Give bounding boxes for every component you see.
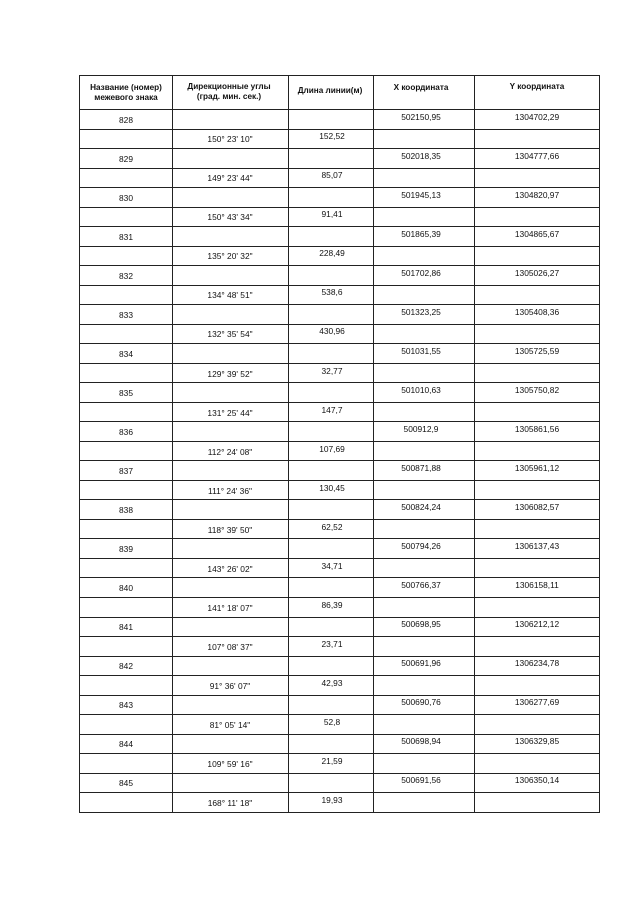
line-length: 538,6 bbox=[321, 287, 343, 298]
y-coordinate: 1305408,36 bbox=[514, 306, 560, 317]
directional-angle: 143° 26' 02" bbox=[207, 563, 253, 574]
y-coordinate: 1306158,11 bbox=[515, 580, 559, 591]
directional-angle: 135° 20' 32" bbox=[207, 251, 253, 262]
directional-angle: 132° 35' 54" bbox=[207, 329, 253, 340]
header-x: X координата bbox=[393, 83, 449, 92]
row-divider bbox=[79, 265, 600, 266]
row-divider bbox=[79, 480, 600, 481]
point-name: 834 bbox=[119, 349, 133, 359]
row-divider bbox=[79, 363, 600, 364]
row-divider bbox=[79, 773, 600, 774]
point-name: 837 bbox=[119, 466, 133, 477]
line-length: 42,93 bbox=[321, 677, 343, 688]
y-coordinate: 1304702,29 bbox=[514, 111, 560, 122]
header-divider bbox=[79, 109, 600, 110]
point-name: 839 bbox=[119, 544, 133, 555]
y-coordinate: 1306212,12 bbox=[514, 619, 560, 630]
y-coordinate: 1305725,59 bbox=[514, 346, 560, 356]
point-name: 832 bbox=[119, 270, 133, 281]
point-name: 829 bbox=[119, 153, 133, 164]
row-divider bbox=[79, 343, 600, 344]
directional-angle: 118° 39' 50" bbox=[207, 524, 253, 535]
point-name: 840 bbox=[119, 583, 133, 594]
x-coordinate: 500698,94 bbox=[401, 736, 441, 747]
column-border bbox=[373, 75, 374, 812]
column-border bbox=[474, 75, 475, 812]
line-length: 21,59 bbox=[321, 755, 343, 766]
directional-angle: 129° 39' 52" bbox=[207, 368, 253, 379]
row-divider bbox=[79, 558, 600, 559]
y-coordinate: 1305026,27 bbox=[514, 267, 560, 278]
column-border bbox=[172, 75, 173, 812]
row-divider bbox=[79, 734, 600, 735]
directional-angle: 141° 18' 07" bbox=[207, 602, 253, 613]
line-length: 34,71 bbox=[321, 560, 343, 571]
header-name bbox=[90, 83, 162, 103]
row-divider bbox=[79, 577, 600, 578]
line-length: 228,49 bbox=[319, 248, 345, 259]
point-name: 830 bbox=[119, 192, 133, 203]
row-divider bbox=[79, 226, 600, 227]
row-divider bbox=[79, 148, 600, 149]
y-coordinate: 1304820,97 bbox=[514, 189, 560, 200]
y-coordinate: 1306082,57 bbox=[514, 502, 560, 513]
x-coordinate: 502018,35 bbox=[401, 150, 441, 161]
column-border bbox=[79, 75, 80, 812]
x-coordinate: 501945,13 bbox=[401, 189, 441, 200]
x-coordinate: 501323,25 bbox=[401, 306, 441, 317]
directional-angle: 112° 24' 08" bbox=[207, 446, 253, 457]
line-length: 430,96 bbox=[319, 326, 345, 337]
row-divider bbox=[79, 636, 600, 637]
x-coordinate: 501865,39 bbox=[401, 228, 441, 239]
line-length: 152,52 bbox=[319, 131, 345, 142]
row-divider bbox=[79, 285, 600, 286]
x-coordinate: 500691,56 bbox=[401, 775, 441, 786]
point-name: 838 bbox=[119, 505, 133, 516]
row-divider bbox=[79, 675, 600, 676]
x-coordinate: 500871,88 bbox=[401, 463, 441, 474]
y-coordinate: 1306277,69 bbox=[514, 697, 560, 708]
directional-angle: 168° 11' 18" bbox=[207, 797, 253, 808]
directional-angle: 81° 05' 14" bbox=[209, 719, 251, 730]
line-length: 19,93 bbox=[321, 794, 343, 805]
line-length: 32,77 bbox=[321, 365, 343, 376]
x-coordinate: 501031,55 bbox=[401, 346, 441, 356]
directional-angle: 107° 08' 37" bbox=[207, 641, 253, 652]
x-coordinate: 501010,63 bbox=[401, 385, 441, 396]
point-name: 831 bbox=[119, 231, 133, 242]
point-name: 842 bbox=[119, 661, 133, 672]
directional-angle: 150° 43' 34" bbox=[207, 212, 253, 223]
directional-angle: 150° 23' 10" bbox=[207, 134, 253, 145]
row-divider bbox=[79, 304, 600, 305]
y-coordinate: 1306234,78 bbox=[514, 658, 560, 669]
row-divider bbox=[79, 402, 600, 403]
directional-angle: 111° 24' 36" bbox=[208, 485, 252, 496]
y-coordinate: 1306350,14 bbox=[514, 775, 560, 786]
row-divider bbox=[79, 753, 600, 754]
header-name-line2: межевого знака bbox=[94, 93, 158, 102]
directional-angle: 131° 25' 44" bbox=[207, 407, 253, 418]
line-length: 147,7 bbox=[321, 404, 343, 415]
line-length: 52,8 bbox=[323, 716, 341, 727]
y-coordinate: 1304865,67 bbox=[514, 228, 560, 239]
row-divider bbox=[79, 382, 600, 383]
y-coordinate: 1306329,85 bbox=[514, 736, 560, 747]
row-divider bbox=[79, 499, 600, 500]
line-length: 107,69 bbox=[319, 443, 345, 454]
row-divider bbox=[79, 792, 600, 793]
line-length: 85,07 bbox=[321, 170, 343, 181]
x-coordinate: 500794,26 bbox=[401, 541, 441, 552]
header-y: Y координата bbox=[509, 82, 565, 91]
header-angle-line1: Дирекционные углы bbox=[187, 82, 271, 91]
row-divider bbox=[79, 207, 600, 208]
line-length: 91,41 bbox=[321, 209, 343, 220]
row-divider bbox=[79, 187, 600, 188]
row-divider bbox=[79, 168, 600, 169]
point-name: 843 bbox=[119, 700, 133, 711]
point-name: 845 bbox=[119, 778, 133, 789]
point-name: 828 bbox=[119, 114, 133, 125]
x-coordinate: 502150,95 bbox=[401, 111, 441, 122]
point-name: 833 bbox=[119, 309, 133, 320]
row-divider bbox=[79, 324, 600, 325]
x-coordinate: 500698,95 bbox=[401, 619, 441, 630]
row-divider bbox=[79, 246, 600, 247]
header-name-line1: Название (номер) bbox=[90, 83, 162, 92]
row-divider bbox=[79, 812, 600, 813]
row-divider bbox=[79, 441, 600, 442]
y-coordinate: 1305861,56 bbox=[514, 424, 560, 435]
y-coordinate: 1306137,43 bbox=[514, 541, 560, 552]
line-length: 62,52 bbox=[321, 521, 343, 532]
row-divider bbox=[79, 421, 600, 422]
row-divider bbox=[79, 714, 600, 715]
header-angle bbox=[187, 82, 270, 102]
x-coordinate: 500824,24 bbox=[401, 502, 441, 513]
point-name: 836 bbox=[119, 427, 133, 438]
y-coordinate: 1305961,12 bbox=[514, 463, 560, 474]
x-coordinate: 500766,37 bbox=[401, 580, 441, 591]
point-name: 844 bbox=[119, 739, 133, 750]
line-length: 130,45 bbox=[319, 482, 345, 493]
row-divider bbox=[79, 695, 600, 696]
directional-angle: 149° 23' 44" bbox=[207, 173, 253, 184]
row-divider bbox=[79, 656, 600, 657]
line-length: 23,71 bbox=[321, 638, 343, 649]
line-length: 86,39 bbox=[321, 599, 343, 610]
x-coordinate: 500690,76 bbox=[401, 697, 441, 708]
point-name: 841 bbox=[119, 622, 133, 633]
row-divider bbox=[79, 519, 600, 520]
row-divider bbox=[79, 617, 600, 618]
x-coordinate: 500691,96 bbox=[401, 658, 441, 669]
row-divider bbox=[79, 460, 600, 461]
table-top-border bbox=[79, 75, 600, 76]
column-border bbox=[599, 75, 600, 812]
directional-angle: 91° 36' 07" bbox=[209, 680, 251, 691]
x-coordinate: 500912,9 bbox=[403, 424, 439, 435]
header-angle-line2: (град. мин. сек.) bbox=[196, 92, 262, 101]
column-border bbox=[288, 75, 289, 812]
directional-angle: 109° 59' 16" bbox=[207, 758, 253, 769]
row-divider bbox=[79, 129, 600, 130]
row-divider bbox=[79, 538, 600, 539]
row-divider bbox=[79, 597, 600, 598]
x-coordinate: 501702,86 bbox=[401, 267, 441, 278]
point-name: 835 bbox=[119, 388, 133, 399]
y-coordinate: 1304777,66 bbox=[514, 150, 560, 161]
header-length: Длина линии(м) bbox=[297, 86, 363, 95]
y-coordinate: 1305750,82 bbox=[514, 385, 560, 396]
directional-angle: 134° 48' 51" bbox=[207, 290, 253, 301]
